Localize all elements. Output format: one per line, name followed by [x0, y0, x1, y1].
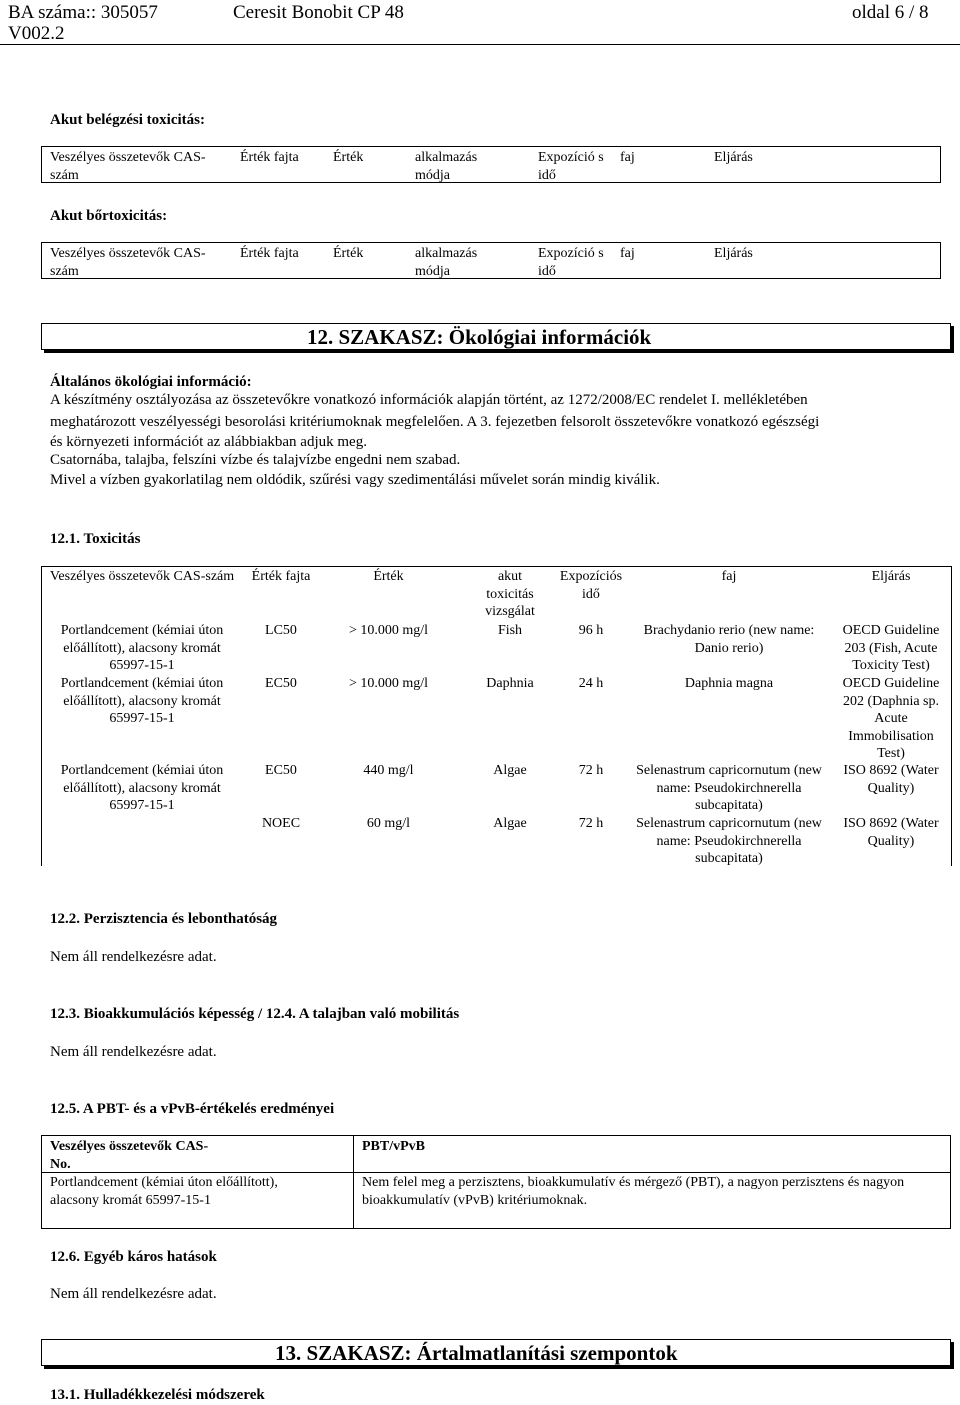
tox-r2-comp: Portlandcement (kémiai úton előállított), alacsony kromát 65997-15-1	[60, 676, 224, 726]
doc-id: BA száma:: 305057	[8, 2, 158, 23]
tox-r3-method: ISO 8692 (Water Quality)	[843, 763, 939, 796]
inhal-col-exp: Expozíció s idő	[538, 150, 604, 183]
tox-r4-exp: 72 h	[578, 816, 604, 831]
s123-text: Nem áll rendelkezésre adat.	[50, 1044, 217, 1060]
dermal-col-species: faj	[620, 246, 635, 261]
inhal-col-method: alkalmazás módja	[415, 150, 478, 183]
pbt-table	[41, 1135, 951, 1229]
tox-head-vtype: Érték fajta	[251, 569, 311, 584]
toxicity-title: 12.1. Toxicitás	[50, 531, 141, 547]
tox-head-comp: Veszélyes összetevők CAS-szám	[49, 569, 235, 584]
pbt-head-pbt: PBT/vPvB	[362, 1139, 426, 1154]
section13-box	[41, 1339, 951, 1366]
s125-title: 12.5. A PBT- és a vPvB-értékelés eredményei	[50, 1101, 335, 1117]
tox-r2-exp: 24 h	[578, 676, 604, 691]
inhal-col-proc: Eljárás	[714, 150, 753, 165]
tox-head-value: Érték	[373, 569, 404, 584]
tox-r3-exp: 72 h	[578, 763, 604, 778]
header-divider	[0, 44, 960, 45]
tox-r1-exp: 96 h	[578, 623, 604, 638]
dermal-col-value: Érték	[333, 246, 364, 261]
tox-r1-method: OECD Guideline 203 (Fish, Acute Toxicity Test)	[842, 623, 940, 673]
tox-head-test: akut toxicitás vizsgálat	[485, 569, 535, 619]
tox-r3-value: 440 mg/l	[363, 763, 414, 778]
page-number: oldal 6 / 8	[852, 2, 929, 23]
s123-title: 12.3. Bioakkumulációs képesség / 12.4. A talajban való mobilitás	[50, 1006, 460, 1022]
inhal-table	[41, 146, 941, 183]
tox-r4-method: ISO 8692 (Water Quality)	[843, 816, 939, 849]
inhal-col-species: faj	[620, 150, 635, 165]
tox-r2-test: Daphnia	[486, 676, 534, 691]
s122-title: 12.2. Perzisztencia és lebonthatóság	[50, 911, 278, 927]
s126-title: 12.6. Egyéb káros hatások	[50, 1249, 217, 1265]
tox-r4-value: 60 mg/l	[366, 816, 411, 831]
toxicity-right-border	[951, 566, 952, 866]
s122-text: Nem áll rendelkezésre adat.	[50, 949, 217, 965]
tox-r3-vtype: EC50	[265, 763, 297, 778]
tox-head-species: faj	[721, 569, 737, 584]
doc-version: V002.2	[8, 23, 65, 44]
general-line-4: Csatornába, talajba, felszíni vízbe és talajvízbe engedni nem szabad.	[50, 452, 461, 468]
general-line-5: Mivel a vízben gyakorlatilag nem oldódik, szűrési vagy szedimentálási művelet során mindig kiválik.	[50, 472, 660, 488]
tox-r3-species: Selenastrum capricornutum (new name: Pseudokirchnerella subcapitata)	[636, 763, 822, 813]
tox-r1-comp: Portlandcement (kémiai úton előállított), alacsony kromát 65997-15-1	[60, 623, 224, 673]
toxicity-table	[41, 566, 955, 866]
general-info-label: Általános ökológiai információ:	[50, 374, 252, 390]
tox-r2-value: > 10.000 mg/l	[348, 676, 429, 691]
s131-title: 13.1. Hulladékkezelési módszerek	[50, 1387, 265, 1403]
tox-r3-test: Algae	[493, 763, 527, 778]
toxicity-top-border	[41, 566, 951, 567]
tox-head-exp: Expozíciós idő	[559, 569, 623, 602]
dermal-col-proc: Eljárás	[714, 246, 753, 261]
s126-text: Nem áll rendelkezésre adat.	[50, 1286, 217, 1302]
general-line-1: A készítmény osztályozása az összetevőkre vonatkozó információk alapján történt, az 1272/2008/EC rendelet I. mellékletében	[50, 392, 808, 408]
inhal-col-comp: Veszélyes összetevők CAS-szám	[50, 150, 206, 183]
dermal-col-comp: Veszélyes összetevők CAS-szám	[50, 246, 206, 279]
inhal-title: Akut belégzési toxicitás:	[50, 112, 205, 128]
pbt-col-divider	[353, 1136, 354, 1228]
tox-r2-species: Daphnia magna	[684, 676, 774, 691]
tox-r1-vtype: LC50	[265, 623, 297, 638]
inhal-col-value: Érték	[333, 150, 364, 165]
dermal-col-vtype: Érték fajta	[240, 246, 299, 261]
dermal-col-method: alkalmazás módja	[415, 246, 478, 279]
tox-head-method: Eljárás	[871, 569, 911, 584]
pbt-row-pbt: Nem felel meg a perzisztens, bioakkumulatív és mérgező (PBT), a nagyon perzisztens és nagyon bioakkumulatív (vPvB) kritériumoknak.	[362, 1175, 905, 1208]
pbt-head-comp: Veszélyes összetevők CAS-No.	[50, 1139, 209, 1172]
dermal-table	[41, 242, 941, 279]
tox-r1-species: Brachydanio rerio (new name: Danio rerio)	[643, 623, 815, 656]
inhal-col-vtype: Érték fajta	[240, 150, 299, 165]
tox-r4-species: Selenastrum capricornutum (new name: Pseudokirchnerella subcapitata)	[636, 816, 822, 866]
tox-r1-test: Fish	[497, 623, 523, 638]
general-line-3: és környezeti információt az alábbiakban adjuk meg.	[50, 434, 367, 450]
toxicity-left-border	[41, 566, 42, 866]
tox-r2-method: OECD Guideline 202 (Daphnia sp. Acute Immobilisation Test)	[842, 676, 940, 761]
section12-box	[41, 323, 951, 350]
section13-title: 13. SZAKASZ: Ártalmatlanítási szempontok	[275, 1341, 678, 1365]
dermal-title: Akut bőrtoxicitás:	[50, 208, 168, 224]
tox-r2-vtype: EC50	[265, 676, 297, 691]
tox-r3-comp: Portlandcement (kémiai úton előállított), alacsony kromát 65997-15-1	[60, 763, 224, 813]
tox-r4-test: Algae	[493, 816, 527, 831]
general-line-2: meghatározott veszélyességi besorolási kritériumoknak megfelelően. A 3. fejezetben felsorolt összetevőkre vonatkozó egészségi	[50, 414, 820, 430]
pbt-row-comp: Portlandcement (kémiai úton előállított), alacsony kromát 65997-15-1	[50, 1175, 278, 1208]
tox-r1-value: > 10.000 mg/l	[348, 623, 429, 638]
product-name: Ceresit Bonobit CP 48	[233, 2, 404, 23]
dermal-col-exp: Expozíció s idő	[538, 246, 604, 279]
section12-title: 12. SZAKASZ: Ökológiai információk	[307, 325, 652, 349]
tox-r4-vtype: NOEC	[261, 816, 301, 831]
